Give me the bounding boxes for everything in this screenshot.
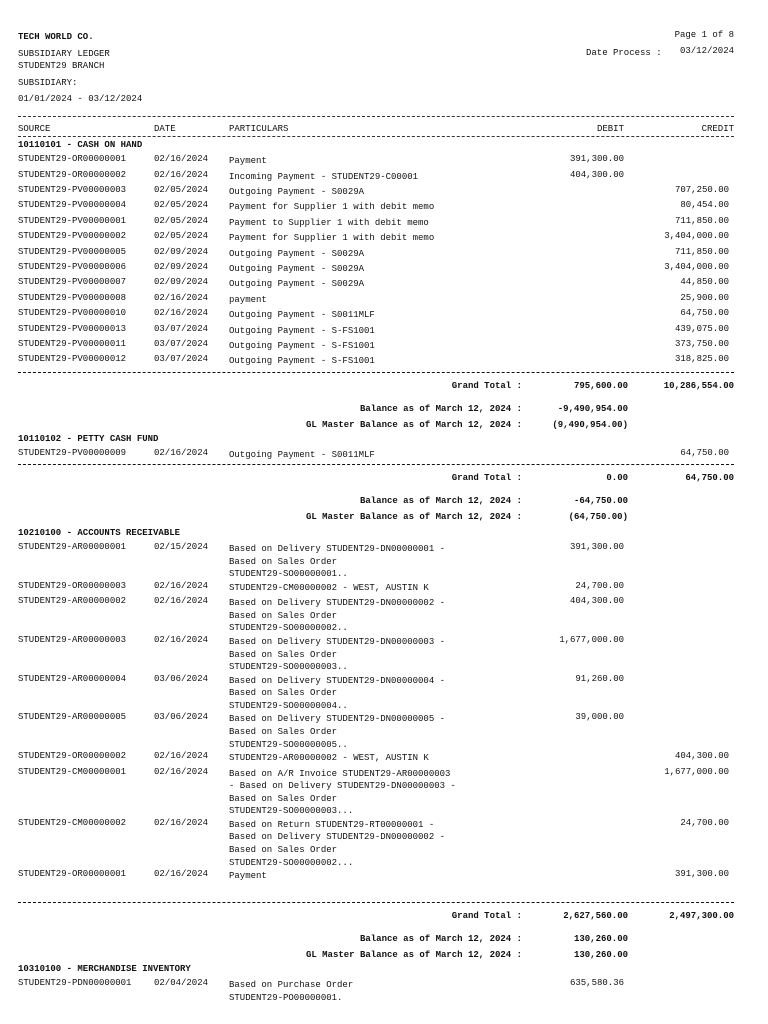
- row-date: 02/04/2024: [154, 978, 209, 989]
- row-debit: 391,300.00: [569, 542, 624, 553]
- row-date: 03/07/2024: [154, 323, 209, 334]
- row-debit: 91,260.00: [575, 673, 624, 684]
- row-particulars: Based on Delivery STUDENT29-DN00000001 - Based on Sales Order STUDENT29-SO00000001..: [229, 544, 446, 580]
- row-credit: 391,300.00: [674, 869, 729, 880]
- grand-total-label: Grand Total :: [451, 911, 522, 921]
- row-source: STUDENT29-AR00000003: [18, 635, 127, 645]
- row-particulars: Outgoing Payment - S-FS1001: [229, 356, 375, 367]
- row-source: STUDENT29-PV00000002: [18, 231, 127, 242]
- row-source: STUDENT29-PV00000001: [18, 215, 127, 226]
- account-heading: 10210100 - ACCOUNTS RECEIVABLE: [18, 528, 181, 538]
- row-particulars: Payment for Supplier 1 with debit memo: [229, 202, 435, 213]
- account-heading: 10110102 - PETTY CASH FUND: [18, 434, 159, 444]
- grand-total-label: Grand Total :: [451, 473, 522, 483]
- row-credit: 1,677,000.00: [664, 766, 729, 777]
- column-header-credit: CREDIT: [701, 124, 734, 134]
- row-particulars: Payment: [229, 871, 267, 882]
- gl-master-balance-value: (64,750.00): [568, 512, 628, 522]
- row-source: STUDENT29-PV00000012: [18, 354, 127, 365]
- balance-value: 130,260.00: [573, 934, 628, 944]
- row-source: STUDENT29-PV00000004: [18, 200, 127, 211]
- balance-label: Balance as of March 12, 2024 :: [359, 496, 522, 506]
- row-particulars: Outgoing Payment - S0011MLF: [229, 450, 375, 461]
- branch-name: STUDENT29 BRANCH: [18, 61, 105, 71]
- row-date: 02/16/2024: [154, 817, 209, 828]
- row-debit: 404,300.00: [569, 169, 624, 180]
- row-source: STUDENT29-PDN00000001: [18, 978, 132, 989]
- column-header-date: DATE: [154, 124, 176, 134]
- row-debit: 635,580.36: [569, 978, 624, 989]
- row-source: STUDENT29-PV00000007: [18, 277, 127, 288]
- row-source: STUDENT29-AR00000001: [18, 542, 127, 553]
- column-header-particulars: PARTICULARS: [229, 124, 289, 134]
- row-particulars: Payment: [229, 156, 267, 167]
- row-date: 02/16/2024: [154, 448, 209, 459]
- row-date: 03/07/2024: [154, 354, 209, 365]
- row-particulars: Payment for Supplier 1 with debit memo: [229, 233, 435, 244]
- row-particulars: STUDENT29-CM00000002 - WEST, AUSTIN K: [229, 582, 429, 593]
- row-date: 02/16/2024: [154, 154, 209, 165]
- row-particulars: Outgoing Payment - S0029A: [229, 264, 365, 274]
- gl-master-balance-value: (9,490,954.00): [552, 420, 628, 430]
- page-info: Page 1 of 8: [674, 30, 734, 40]
- row-debit: 404,300.00: [569, 596, 624, 607]
- grand-total-credit: 64,750.00: [685, 473, 734, 483]
- row-credit: 711,850.00: [674, 246, 729, 257]
- gl-master-balance-label: GL Master Balance as of March 12, 2024 :: [305, 950, 522, 960]
- row-particulars: Outgoing Payment - S-FS1001: [229, 341, 375, 351]
- row-date: 02/05/2024: [154, 185, 209, 195]
- section-rule: [18, 902, 734, 903]
- report-title: SUBSIDIARY LEDGER: [18, 49, 110, 59]
- row-debit: 39,000.00: [575, 712, 624, 723]
- row-date: 02/16/2024: [154, 596, 209, 607]
- row-particulars: STUDENT29-AR00000002 - WEST, AUSTIN K: [229, 753, 429, 764]
- row-source: STUDENT29-PV00000008: [18, 292, 127, 303]
- row-credit: 711,850.00: [674, 215, 729, 226]
- row-source: STUDENT29-AR00000002: [18, 596, 127, 607]
- row-date: 02/09/2024: [154, 246, 209, 257]
- row-credit: 44,850.00: [680, 277, 729, 288]
- row-date: 03/06/2024: [154, 712, 209, 723]
- header-top-rule: [18, 116, 734, 117]
- row-particulars: Outgoing Payment - S0011MLF: [229, 310, 375, 321]
- row-particulars: Based on Delivery STUDENT29-DN00000004 - Based on Sales Order STUDENT29-SO00000004..: [229, 675, 446, 711]
- gl-master-balance-label: GL Master Balance as of March 12, 2024 :: [305, 512, 522, 522]
- row-date: 02/16/2024: [154, 869, 209, 880]
- row-particulars: Payment to Supplier 1 with debit memo: [229, 217, 429, 228]
- row-date: 02/16/2024: [154, 169, 209, 180]
- row-date: 03/07/2024: [154, 339, 209, 349]
- subsidiary-label: SUBSIDIARY:: [18, 78, 78, 88]
- row-source: STUDENT29-OR00000001: [18, 869, 127, 880]
- row-particulars: Based on Delivery STUDENT29-DN00000003 - Based on Sales Order STUDENT29-SO00000003..: [229, 637, 446, 673]
- row-source: STUDENT29-CM00000001: [18, 766, 127, 777]
- row-particulars: Outgoing Payment - S0029A: [229, 187, 365, 197]
- row-credit: 373,750.00: [674, 339, 729, 349]
- row-source: STUDENT29-PV00000013: [18, 323, 127, 334]
- row-date: 02/05/2024: [154, 200, 209, 211]
- row-particulars: Based on Delivery STUDENT29-DN00000002 - Based on Sales Order STUDENT29-SO00000002..: [229, 598, 446, 634]
- row-particulars: Outgoing Payment - S0029A: [229, 248, 365, 259]
- row-credit: 64,750.00: [680, 448, 729, 459]
- row-date: 02/05/2024: [154, 231, 209, 242]
- date-process-value: 03/12/2024: [679, 46, 734, 56]
- row-source: STUDENT29-PV00000006: [18, 262, 127, 272]
- row-date: 02/16/2024: [154, 292, 209, 303]
- grand-total-debit: 795,600.00: [573, 381, 628, 391]
- account-heading: 10310100 - MERCHANDISE INVENTORY: [18, 964, 191, 974]
- row-particulars: Based on A/R Invoice STUDENT29-AR00000003 - Based on Delivery STUDENT29-DN00000003 - Based on Sales Order STUDENT29-SO00000003...: [229, 768, 456, 817]
- row-date: 03/06/2024: [154, 673, 209, 684]
- row-date: 02/16/2024: [154, 580, 209, 591]
- gl-master-balance-label: GL Master Balance as of March 12, 2024 :: [305, 420, 522, 430]
- row-source: STUDENT29-AR00000005: [18, 712, 127, 723]
- row-credit: 80,454.00: [680, 200, 729, 211]
- row-particulars: Outgoing Payment - S0029A: [229, 279, 365, 290]
- row-particulars: payment: [229, 294, 267, 305]
- row-particulars: Outgoing Payment - S-FS1001: [229, 325, 375, 336]
- row-source: STUDENT29-PV00000010: [18, 308, 127, 319]
- row-debit: 391,300.00: [569, 154, 624, 165]
- account-heading: 10110101 - CASH ON HAND: [18, 140, 143, 150]
- grand-total-debit: 2,627,560.00: [563, 911, 628, 921]
- row-source: STUDENT29-CM00000002: [18, 817, 127, 828]
- row-credit: 64,750.00: [680, 308, 729, 319]
- column-header-debit: DEBIT: [596, 124, 624, 134]
- row-date: 02/09/2024: [154, 262, 209, 272]
- row-particulars: Incoming Payment - STUDENT29-C00001: [229, 171, 419, 182]
- row-source: STUDENT29-PV00000011: [18, 339, 127, 349]
- grand-total-debit: 0.00: [606, 473, 628, 483]
- row-date: 02/09/2024: [154, 277, 209, 288]
- row-credit: 318,825.00: [674, 354, 729, 365]
- row-credit: 24,700.00: [680, 817, 729, 828]
- row-date: 02/15/2024: [154, 542, 209, 553]
- balance-value: -9,490,954.00: [557, 404, 628, 414]
- row-source: STUDENT29-OR00000002: [18, 169, 127, 180]
- row-source: STUDENT29-PV00000009: [18, 448, 127, 459]
- balance-label: Balance as of March 12, 2024 :: [359, 934, 522, 944]
- row-source: STUDENT29-PV00000003: [18, 185, 127, 195]
- row-date: 02/16/2024: [154, 766, 209, 777]
- date-process-label: Date Process :: [586, 48, 662, 58]
- balance-value: -64,750.00: [573, 496, 628, 506]
- row-particulars: Based on Return STUDENT29-RT00000001 - Based on Delivery STUDENT29-DN00000002 - Based on Sales Order STUDENT29-SO00000002...: [229, 819, 446, 868]
- grand-total-credit: 10,286,554.00: [663, 381, 734, 391]
- gl-master-balance-value: 130,260.00: [573, 950, 628, 960]
- row-source: STUDENT29-OR00000002: [18, 751, 127, 762]
- row-credit: 3,404,000.00: [664, 262, 729, 272]
- row-particulars: Based on Purchase Order STUDENT29-PO00000001.: [229, 980, 354, 1003]
- header-bottom-rule: [18, 136, 734, 137]
- company-name: TECH WORLD CO.: [18, 32, 94, 42]
- section-rule: [18, 464, 734, 465]
- row-credit: 3,404,000.00: [664, 231, 729, 242]
- section-rule: [18, 372, 734, 373]
- row-debit: 24,700.00: [575, 580, 624, 591]
- grand-total-credit: 2,497,300.00: [669, 911, 734, 921]
- row-debit: 1,677,000.00: [559, 635, 624, 645]
- row-source: STUDENT29-PV00000005: [18, 246, 127, 257]
- row-credit: 404,300.00: [674, 751, 729, 762]
- row-date: 02/05/2024: [154, 215, 209, 226]
- row-source: STUDENT29-OR00000003: [18, 580, 127, 591]
- row-particulars: Based on Delivery STUDENT29-DN00000005 - Based on Sales Order STUDENT29-SO00000005..: [229, 714, 446, 750]
- row-credit: 439,075.00: [674, 323, 729, 334]
- column-header-source: SOURCE: [18, 124, 51, 134]
- row-date: 02/16/2024: [154, 308, 209, 319]
- balance-label: Balance as of March 12, 2024 :: [359, 404, 522, 414]
- row-source: STUDENT29-AR00000004: [18, 673, 127, 684]
- date-range: 01/01/2024 - 03/12/2024: [18, 94, 143, 104]
- row-date: 02/16/2024: [154, 751, 209, 762]
- row-source: STUDENT29-OR00000001: [18, 154, 127, 165]
- row-date: 02/16/2024: [154, 635, 209, 645]
- grand-total-label: Grand Total :: [451, 381, 522, 391]
- row-credit: 707,250.00: [674, 185, 729, 195]
- row-credit: 25,900.00: [680, 292, 729, 303]
